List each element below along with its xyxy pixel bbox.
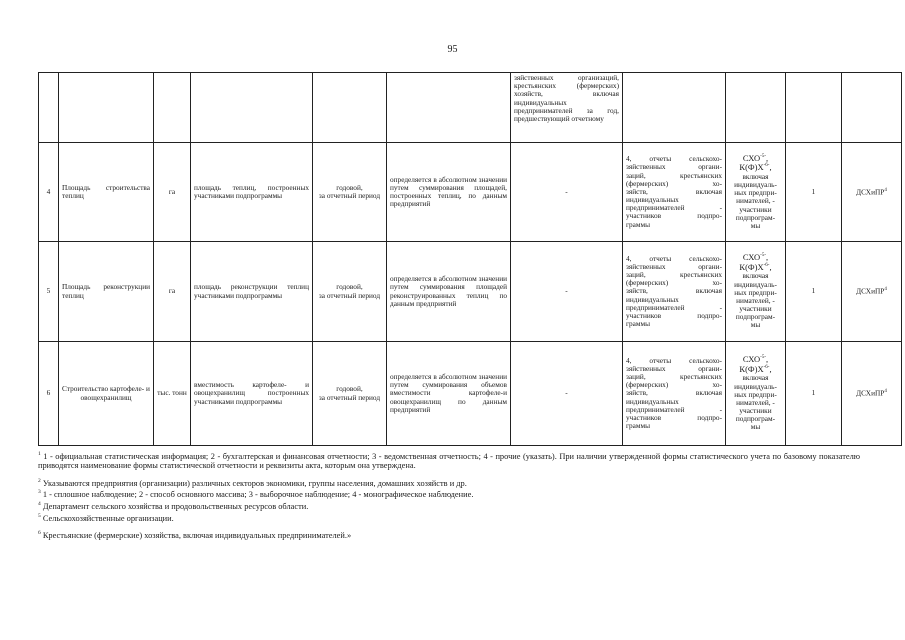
- data-source: 4, отчеты сельскохо- зяйственных органи- заций, крестьянских (фермерских) хо- зяйств, включая индивидуальных предпринимателей - участников подпро- граммы: [623, 143, 726, 242]
- row-number: 4: [39, 143, 59, 242]
- observation-object: $СХО^{-5-}$, $К(Ф)Х^{-6-}$, включая индивидуаль- ных предпри- нимателей, - участники подпрограм- мы: [726, 143, 786, 242]
- indicator-name: Площадь строительства теплиц: [59, 143, 154, 242]
- footnote-2: $^2$ Указываются предприятия (организации) различных секторов экономики, группы населения, домашних хозяйств и др.: [38, 478, 467, 488]
- calculation-method: определяется в абсолютном значении путем суммирования объемов вместимости картофеле-и овощехранилищ по данным предприятий: [387, 342, 511, 446]
- table-row-continuation: [39, 73, 902, 143]
- collection-method: 1: [786, 342, 842, 446]
- periodicity: годовой, за отчетный период: [313, 242, 387, 342]
- calculation-method: определяется в абсолютном значении путем суммирования площадей реконструированных теплиц по данным предприятий: [387, 242, 511, 342]
- unit: га: [154, 143, 191, 242]
- periodicity: годовой, за отчетный период: [313, 143, 387, 242]
- table-row: [39, 143, 902, 242]
- footnote-5: $^5$ Сельскохозяйственные организации.: [38, 513, 174, 523]
- responsible: ДСХиПР$^4$: [842, 242, 902, 342]
- responsible: ДСХиПР$^4$: [842, 143, 902, 242]
- base-indicator: -: [511, 143, 623, 242]
- periodicity: годовой, за отчетный период: [313, 342, 387, 446]
- continuation-text: зяйственных организаций, крестьянских (фермерских) хозяйств, включая индивидуальных предпринимателей за год, предшествующий отчетному: [511, 73, 623, 143]
- indicator-name: Площадь реконструкции теплиц: [59, 242, 154, 342]
- observation-object: $СХО^{-5-}$, $К(Ф)Х^{-6-}$, включая индивидуаль- ных предпри- нимателей, - участники подпрограм- мы: [726, 242, 786, 342]
- footnote-3: $^3$ 1 - сплошное наблюдение; 2 - способ основного массива; 3 - выборочное наблюдение; 4 - монографическое наблюдение.: [38, 489, 474, 499]
- indicator-definition: вместимость картофеле- и овощехранилищ построенных участниками подпрограммы: [191, 342, 313, 446]
- observation-object: $СХО^{-5-}$, $К(Ф)Х^{-6-}$, включая индивидуаль- ных предпри- нимателей, - участники подпрограм- мы: [726, 342, 786, 446]
- indicator-name: Строительство картофеле- и овощехранилищ: [59, 342, 154, 446]
- table-row: [39, 242, 902, 342]
- collection-method: 1: [786, 143, 842, 242]
- responsible: ДСХиПР$^4$: [842, 342, 902, 446]
- data-source: 4, отчеты сельскохо- зяйственных органи- заций, крестьянских (фермерских) хо- зяйств, включая индивидуальных предпринимателей - участников подпро- граммы: [623, 342, 726, 446]
- base-indicator: -: [511, 342, 623, 446]
- unit: тыс. тонн: [154, 342, 191, 446]
- collection-method: 1: [786, 242, 842, 342]
- indicator-definition: площадь теплиц, построенных участниками подпрограммы: [191, 143, 313, 242]
- table-row: [39, 342, 902, 446]
- unit: га: [154, 242, 191, 342]
- page-number: 95: [447, 44, 458, 55]
- row-number: 5: [39, 242, 59, 342]
- indicator-table: [38, 72, 902, 446]
- calculation-method: определяется в абсолютном значении путем суммирования площадей, построенных теплиц, по данным предприятий: [387, 143, 511, 242]
- base-indicator: -: [511, 242, 623, 342]
- data-source: 4, отчеты сельскохо- зяйственных органи- заций, крестьянских (фермерских) хо- зяйств, включая индивидуальных предпринимателей - участников подпро- граммы: [623, 242, 726, 342]
- footnote-6: $^6$ Крестьянские (фермерские) хозяйства, включая индивидуальных предпринимателей.»: [38, 530, 352, 540]
- indicator-definition: площадь реконструкции теплиц участниками подпрограммы: [191, 242, 313, 342]
- footnote-1: $^1$ 1 - официальная статистическая информация; 2 - бухгалтерская и финансовая отчетности; 3 - ведомственная отчетность; 4 - прочие (указать). При наличии утвержденной формы статистического учета по базовому показателю приводятся наименование формы статистической отчетности и реквизиты акта, которым она утверждена.: [38, 451, 861, 471]
- footnote-4: $^4$ Департамент сельского хозяйства и продовольственных ресурсов области.: [38, 501, 309, 511]
- row-number: 6: [39, 342, 59, 446]
